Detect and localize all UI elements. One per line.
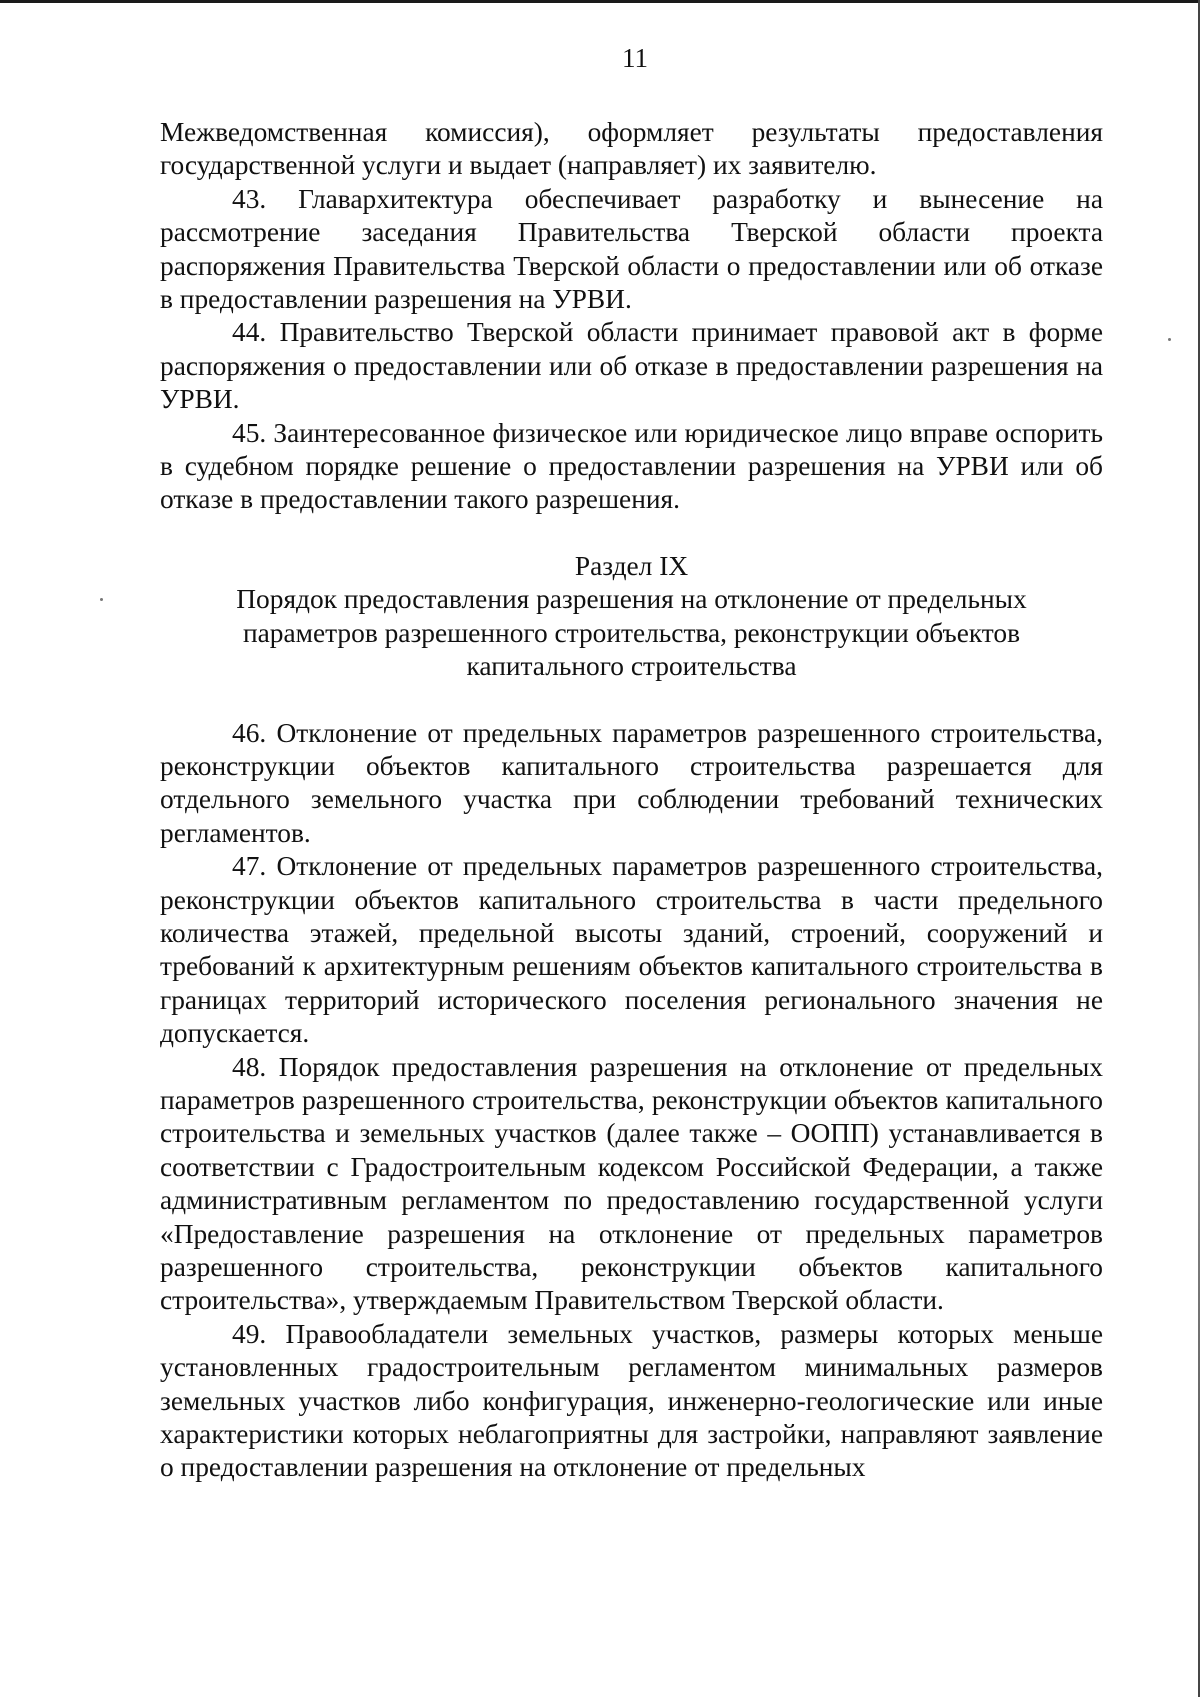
paragraph-continuation: Межведомственная комиссия), оформляет результаты предоставления государственной услуги и выдает (направляет) их заявителю. bbox=[160, 117, 1103, 181]
section-label: Раздел IX bbox=[574, 550, 689, 581]
section-title-line-2: параметров разрешенного строительства, реконструкции объектов bbox=[242, 617, 1021, 648]
document-body bbox=[160, 116, 1103, 1485]
paragraph-49: 49. Правообладатели земельных участков, размеры которых меньше установленных градостроительным регламентом минимальных размеров земельных участков либо конфигурация, инженерно-геологические или иные характеристики которых неблагоприятны для застройки, направляют заявление о предоставлении разрешения на отклонение от предельных bbox=[160, 1318, 1103, 1483]
paragraph-48: 48. Порядок предоставления разрешения на отклонение от предельных параметров разрешенного строительства, реконструкции объектов капитального строительства и земельных участков (далее также – ООПП) устанавливается в соответствии с Градостроительным кодексом Российской Федерации, а также административным регламентом по предоставлению государственной услуги «Предоставление разрешения на отклонение от предельных параметров разрешенного строительства, реконструкции объектов капитального строительства», утверждаемым Правительством Тверской области. bbox=[160, 1051, 1103, 1316]
paragraph-43: 43. Главархитектура обеспечивает разработку и вынесение на рассмотрение заседания Правительства Тверской области проекта распоряжения Правительства Тверской области о предоставлении или об отказе в предоставлении разрешения на УРВИ. bbox=[160, 183, 1103, 315]
paragraph-44: 44. Правительство Тверской области принимает правовой акт в форме распоряжения о предоставлении или об отказе в предоставлении разрешения на УРВИ. bbox=[160, 317, 1103, 415]
section-title-line-1: Порядок предоставления разрешения на отклонение от предельных bbox=[236, 584, 1027, 615]
paragraph-47: 47. Отклонение от предельных параметров разрешенного строительства, реконструкции объектов капитального строительства в части предельного количества этажей, предельной высоты зданий, строений, сооружений и требований к архитектурным решениям объектов капитального строительства в границах территорий исторического поселения регионального значения не допускается. bbox=[160, 851, 1103, 1049]
paragraph-46: 46. Отклонение от предельных параметров разрешенного строительства, реконструкции объектов капитального строительства разрешается для отдельного земельного участка при соблюдении требований технических регламентов. bbox=[160, 717, 1103, 848]
scan-speck bbox=[1168, 338, 1171, 341]
section-title-line-3: капитального строительства bbox=[466, 651, 797, 682]
page-number: 11 bbox=[622, 43, 648, 73]
scan-speck bbox=[100, 598, 103, 601]
scan-edge-top bbox=[0, 0, 1200, 3]
paragraph-45: 45. Заинтересованное физическое или юридическое лицо вправе оспорить в судебном порядке решение о предоставлении разрешения на УРВИ или об отказе в предоставлении такого разрешения. bbox=[160, 417, 1103, 515]
